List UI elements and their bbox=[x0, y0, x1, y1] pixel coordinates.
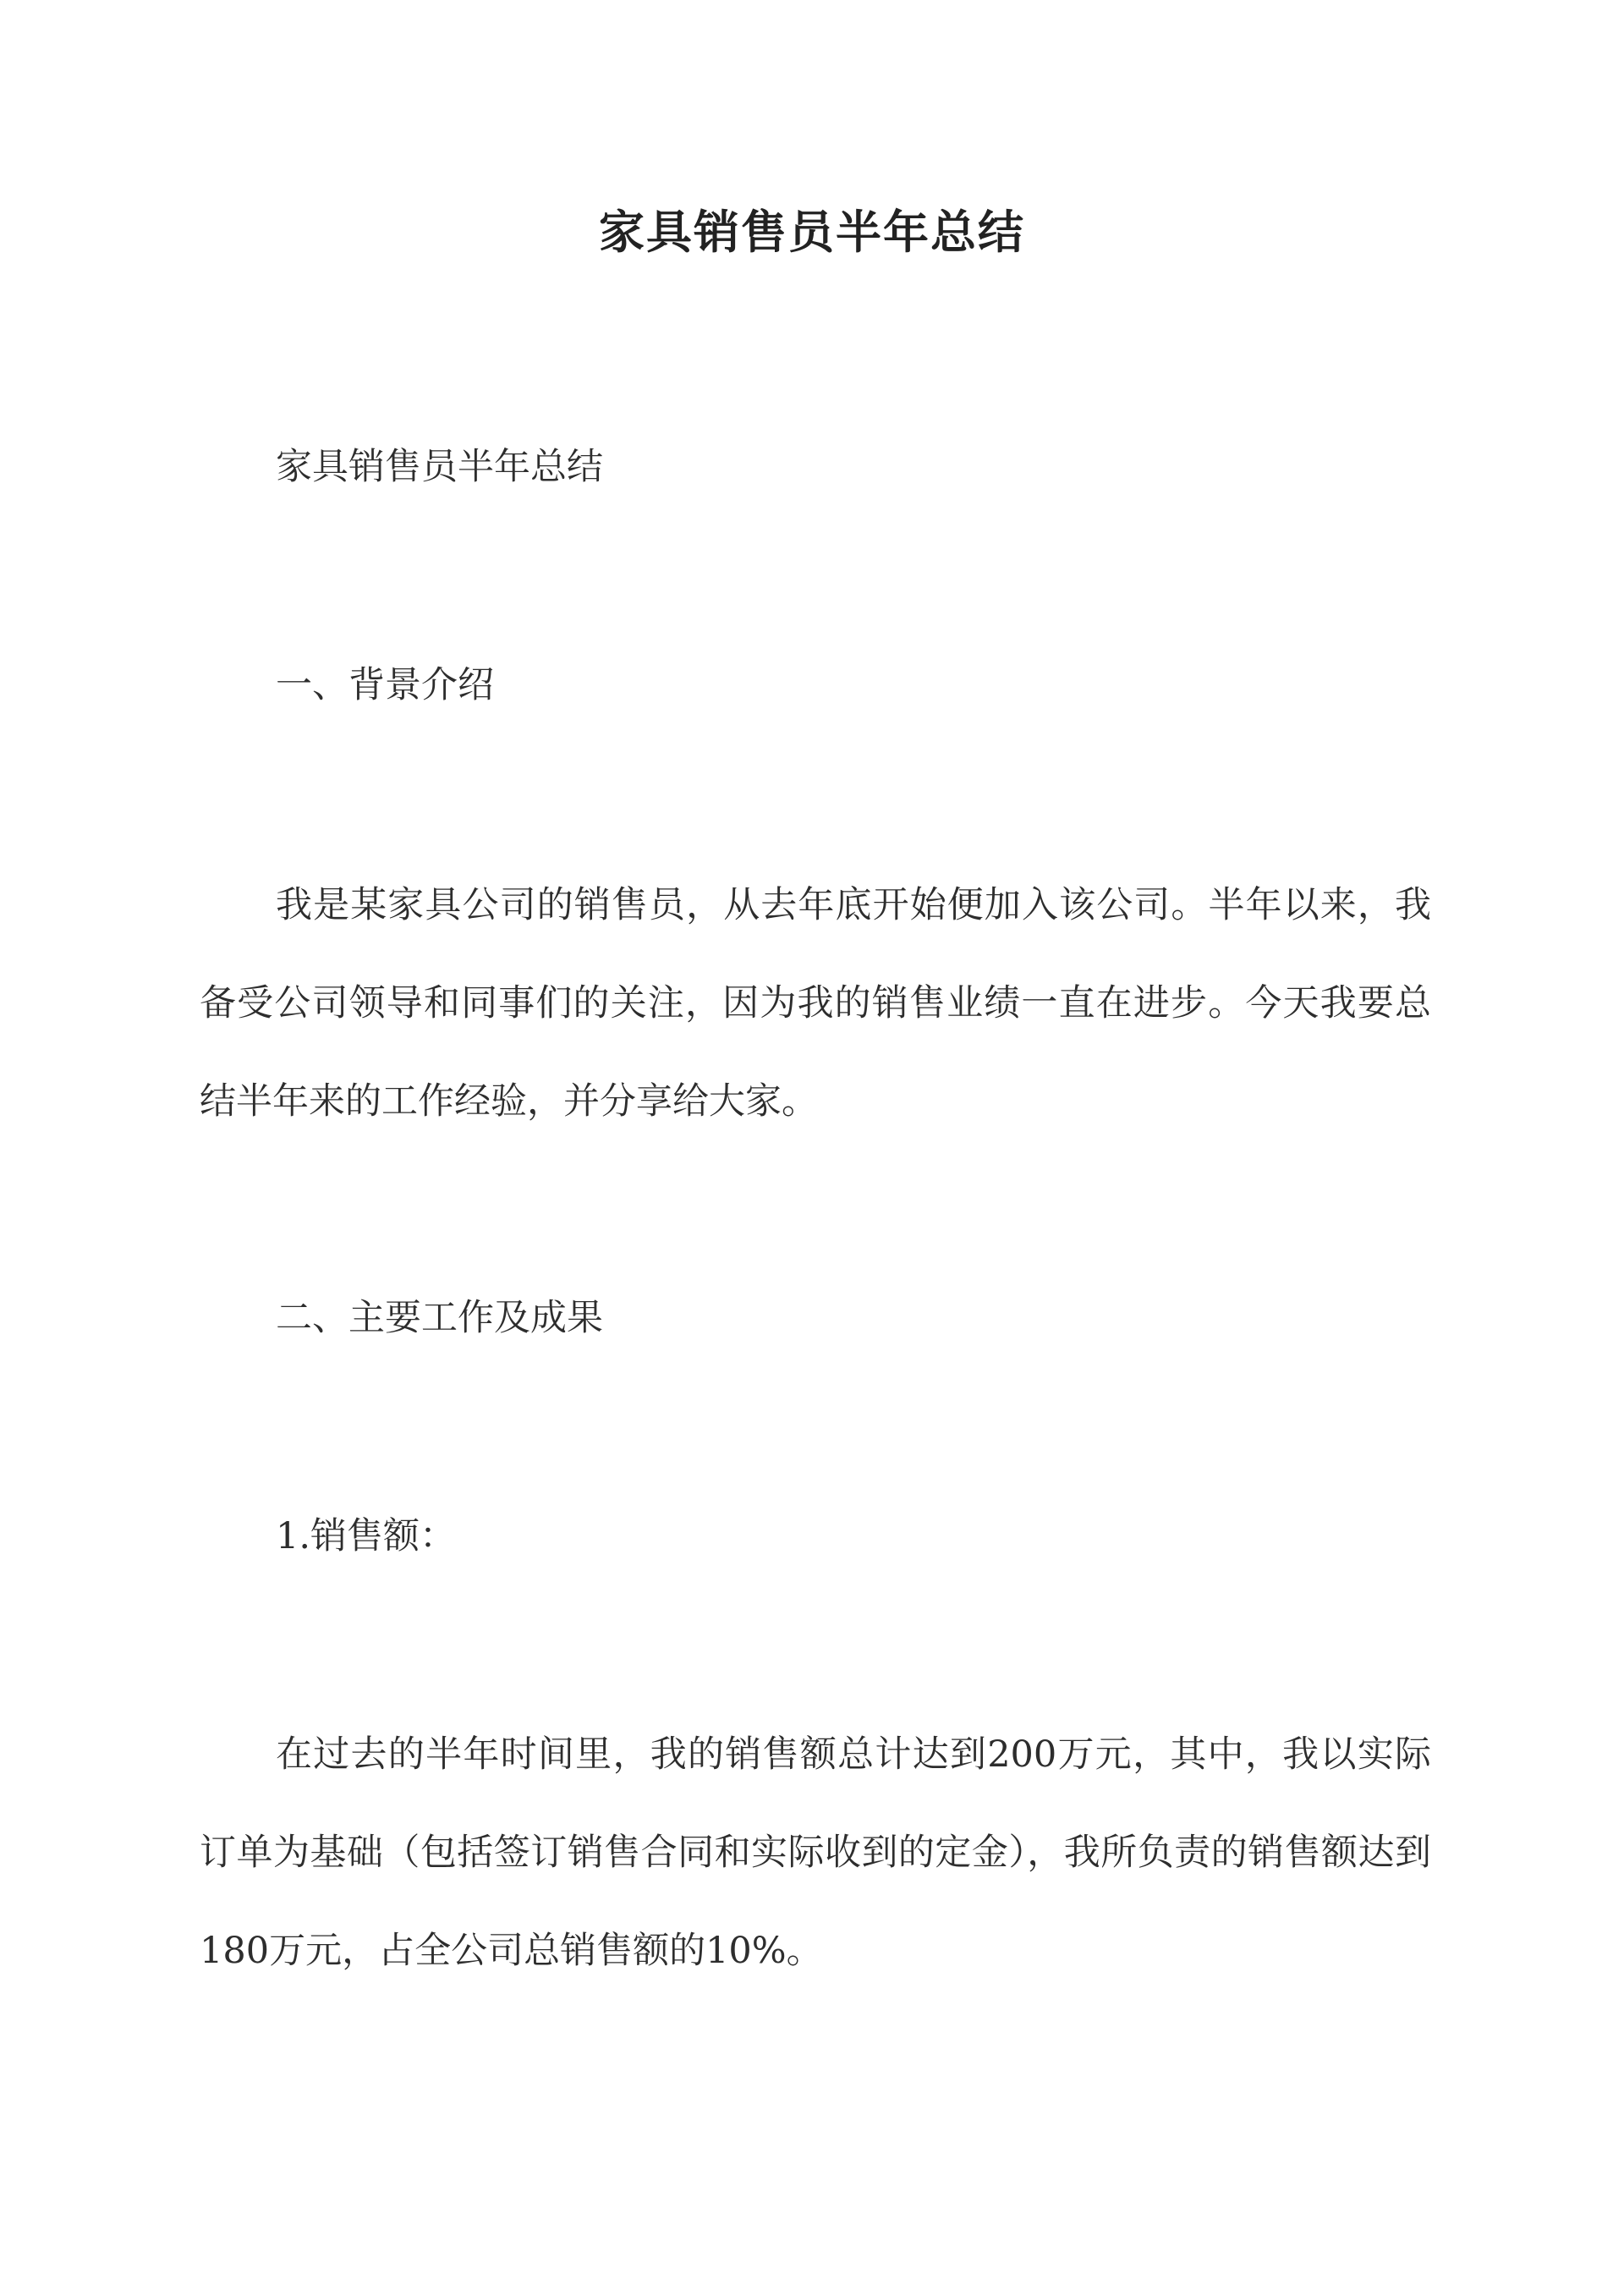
paragraph-sales: 在过去的半年时间里，我的销售额总计达到200万元，其中，我以实际订单为基础（包括签订销售合同和实际收到的定金），我所负责的销售额达到180万元，占全公司总销售额的10%。 bbox=[200, 1733, 1431, 1972]
document-subtitle: 家具销售员半年总结 bbox=[276, 446, 603, 488]
section-heading-background: 一、背景介绍 bbox=[276, 664, 494, 706]
document-title: 家具销售员半年总结 bbox=[599, 205, 1025, 259]
item-heading-sales: 1.销售额： bbox=[276, 1515, 457, 1557]
section-heading-main-work: 二、主要工作及成果 bbox=[276, 1297, 603, 1339]
paragraph-background: 我是某家具公司的销售员，从去年底开始便加入该公司。半年以来，我备受公司领导和同事们的关注，因为我的销售业绩一直在进步。今天我要总结半年来的工作经验，并分享给大家。 bbox=[200, 884, 1431, 1123]
